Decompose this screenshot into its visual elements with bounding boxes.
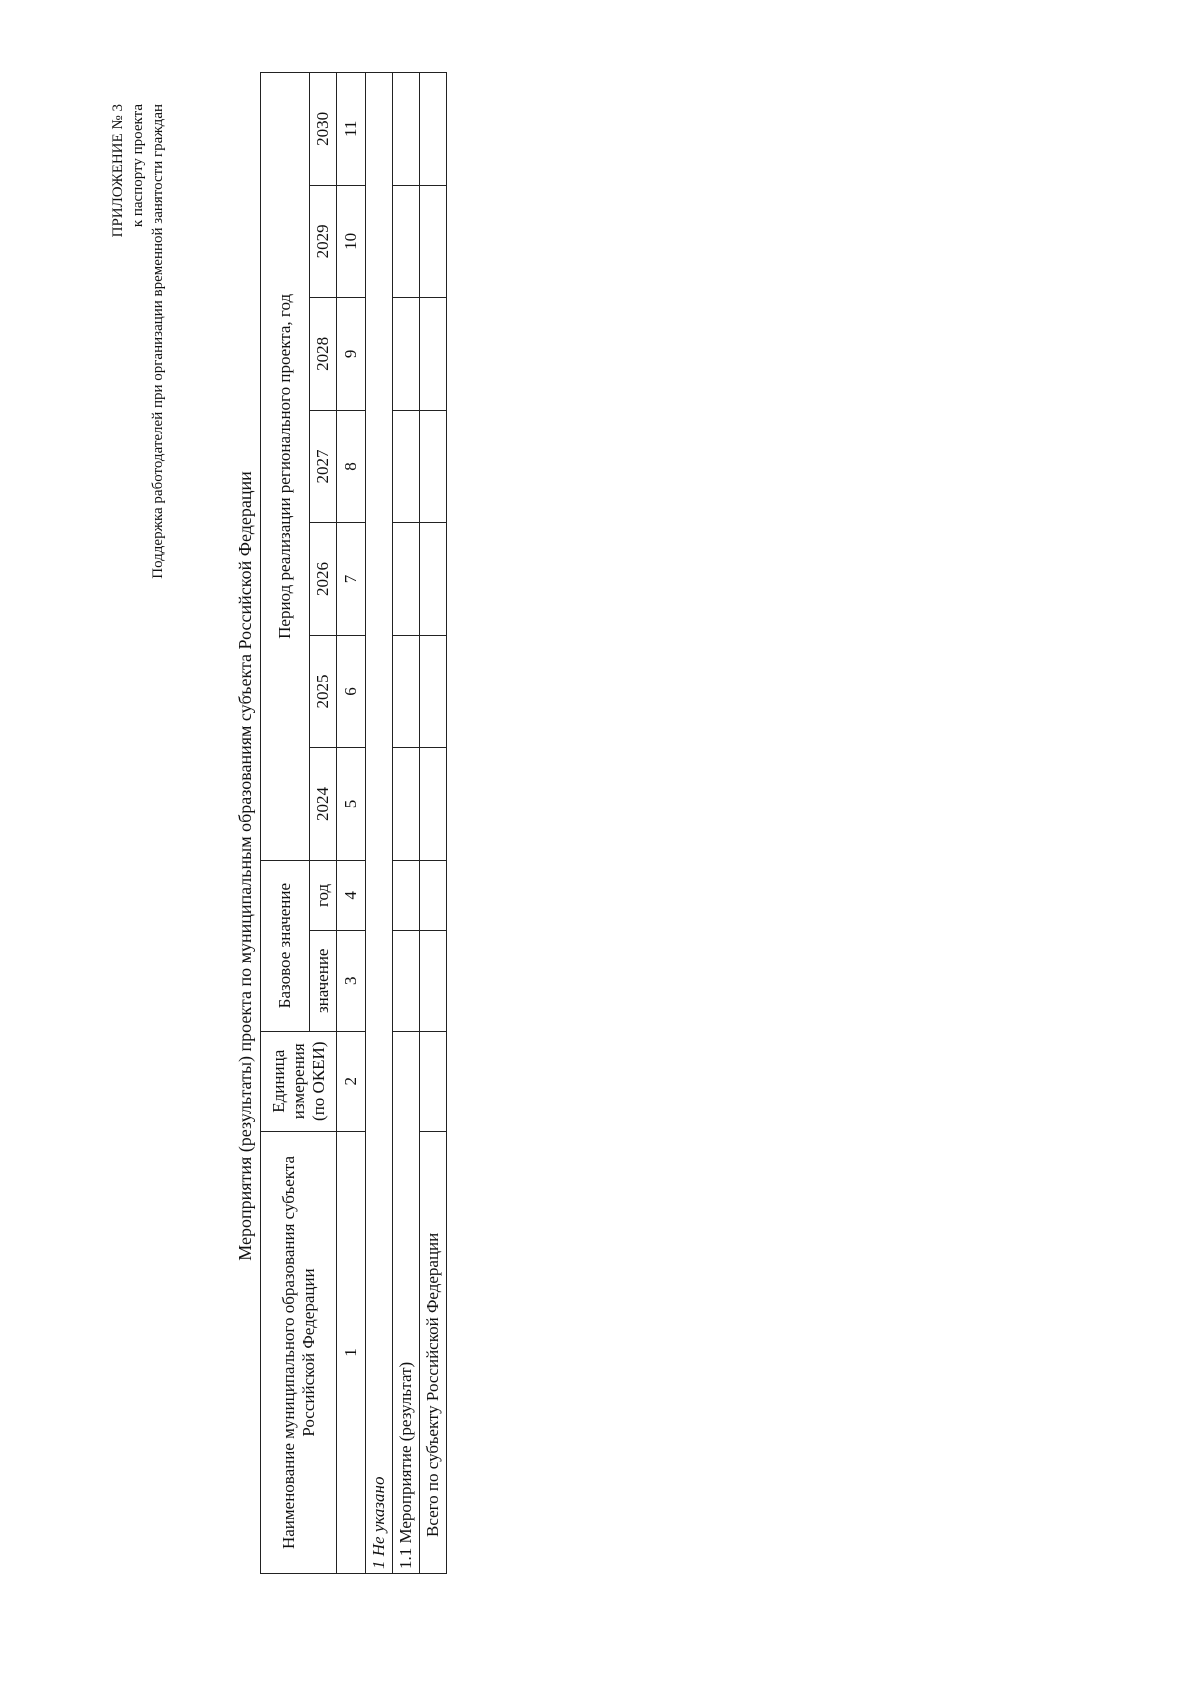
header-year: 2029 (310, 185, 337, 298)
column-number: 6 (337, 635, 366, 748)
column-number: 3 (337, 931, 366, 1031)
header-year: 2028 (310, 298, 337, 411)
table-cell (420, 185, 447, 298)
column-number: 8 (337, 410, 366, 523)
column-number: 11 (337, 73, 366, 186)
row-label-total: Всего по субъекту Российской Федерации (420, 1131, 447, 1573)
table-cell (420, 635, 447, 748)
results-table (260, 72, 447, 1574)
header-name: Наименование муниципального образования субъекта Российской Федерации (261, 1131, 337, 1573)
table-cell (420, 73, 447, 186)
row-label-municipality: 1 Не указано (366, 73, 393, 1574)
header-base-year: год (310, 860, 337, 930)
header-unit: Единица измерения (по ОКЕИ) (261, 1031, 337, 1131)
table-cell (393, 298, 420, 411)
table-cell (393, 523, 420, 636)
header-year: 2026 (310, 523, 337, 636)
table-row (366, 73, 393, 1574)
appendix-header (108, 104, 168, 704)
table-cell (393, 931, 420, 1031)
table-cell (420, 931, 447, 1031)
column-number: 9 (337, 298, 366, 411)
table-row (420, 73, 447, 1574)
table-cell (393, 410, 420, 523)
table-cell (420, 860, 447, 930)
appendix-number: ПРИЛОЖЕНИЕ № 3 (110, 104, 126, 238)
table-cell (393, 748, 420, 861)
header-year: 2027 (310, 410, 337, 523)
column-number: 10 (337, 185, 366, 298)
header-base-value: значение (310, 931, 337, 1031)
document-title: Мероприятия (результаты) проекта по муниципальным образованиям субъекта Российской Федерации (235, 471, 255, 1261)
table-cell (420, 298, 447, 411)
table-cell (420, 523, 447, 636)
column-number: 5 (337, 748, 366, 861)
project-name: Поддержка работодателей при организации временной занятости граждан (150, 104, 166, 579)
header-period: Период реализации регионального проекта, год (261, 73, 310, 861)
header-year: 2025 (310, 635, 337, 748)
column-number: 4 (337, 860, 366, 930)
table-cell (393, 73, 420, 186)
table-cell (393, 860, 420, 930)
column-number: 2 (337, 1031, 366, 1131)
table-cell (393, 635, 420, 748)
table-cell (393, 185, 420, 298)
column-number: 1 (337, 1131, 366, 1573)
row-label-event: 1.1 Мероприятие (результат) (393, 1031, 420, 1573)
table-row (393, 73, 420, 1574)
table-cell (420, 1031, 447, 1131)
column-number: 7 (337, 523, 366, 636)
table-cell (420, 410, 447, 523)
header-year: 2024 (310, 748, 337, 861)
column-number-row (337, 73, 366, 1574)
appendix-subtitle: к паспорту проекта (130, 104, 146, 228)
table-cell (420, 748, 447, 861)
header-base: Базовое значение (261, 860, 310, 1031)
header-year: 2030 (310, 73, 337, 186)
